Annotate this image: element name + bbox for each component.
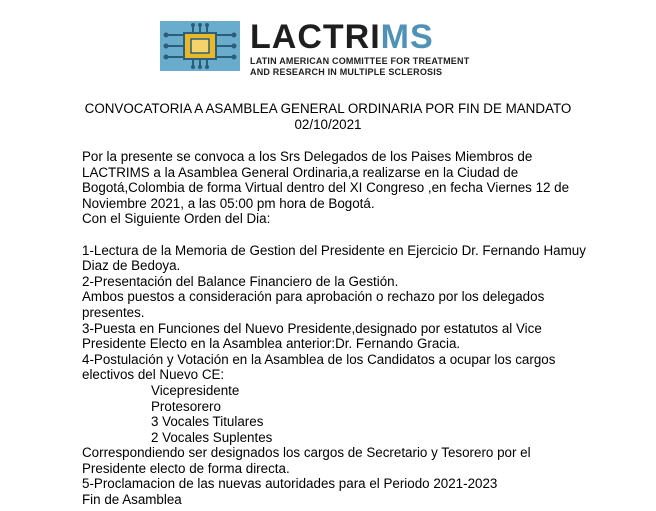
closing-line: Presidente electo de forma directa. [82,460,290,476]
intro-line: LACTRIMS a la Asamblea General Ordinaria,a realizarse en la Ciudad de [82,164,519,180]
agenda-line: Presidente Electo en la Asamblea anterior:Dr. Fernando Gracia. [82,336,461,352]
agenda-line: 1-Lectura de la Memoria de Gestion del Presidente en Ejercicio Dr. Fernando Hamuy [82,242,586,258]
agenda-line: electivos del Nuevo CE: [82,367,225,383]
intro-line: Con el Siguiente Orden del Dia: [82,211,271,227]
position-item: Protesorero [151,398,221,414]
agenda-line: Diaz de Bedoya. [82,258,181,274]
position-item: 2 Vocales Suplentes [151,429,273,445]
lactrims-logo [160,18,470,77]
circuit-chip-icon [160,21,240,71]
agenda-line: 3-Puesta en Funciones del Nuevo Presidente,designado por estatutos al Vice [82,320,542,336]
closing-line: 5-Proclamacion de las nuevas autoridades para el Periodo 2021-2023 [82,476,498,492]
logo-subtitle: LATIN AMERICAN COMMITTEE FOR TREATMENT AND RESEARCH IN MULTIPLE SCLEROSIS [250,56,470,77]
blank-line [82,227,642,243]
intro-line: Por la presente se convoca a los Srs Delegados de los Paises Miembros de [82,149,533,164]
agenda-line: 4-Postulación y Votación en la Asamblea de los Candidatos a ocupar los cargos [82,351,556,367]
closing-line: Fin de Asamblea [82,492,182,508]
agenda-line: Ambos puestos a consideración para aprobación o rechazo por los delegados [82,289,545,305]
position-item: 3 Vocales Titulares [151,414,264,430]
document-date: 02/10/2021 [294,117,362,132]
closing-line: Correspondiendo ser designados los cargos de Secretario y Tesorero por el [82,445,531,461]
position-item: Vicepresidente [151,382,240,398]
logo-wordmark: LACTRIMS [250,18,434,56]
agenda-line: presentes. [82,304,145,320]
document-title: CONVOCATORIA A ASAMBLEA GENERAL ORDINARIA POR FIN DE MANDATO [84,101,572,116]
intro-line: Bogotá,Colombia de forma Virtual dentro del XI Congreso ,en fecha Viernes 12 de [82,180,570,196]
document-body [82,149,642,508]
intro-line: Noviembre 2021, a las 05:00 pm hora de Bogotá. [82,195,375,211]
agenda-line: 2-Presentación del Balance Financiero de la Gestión. [82,273,399,289]
